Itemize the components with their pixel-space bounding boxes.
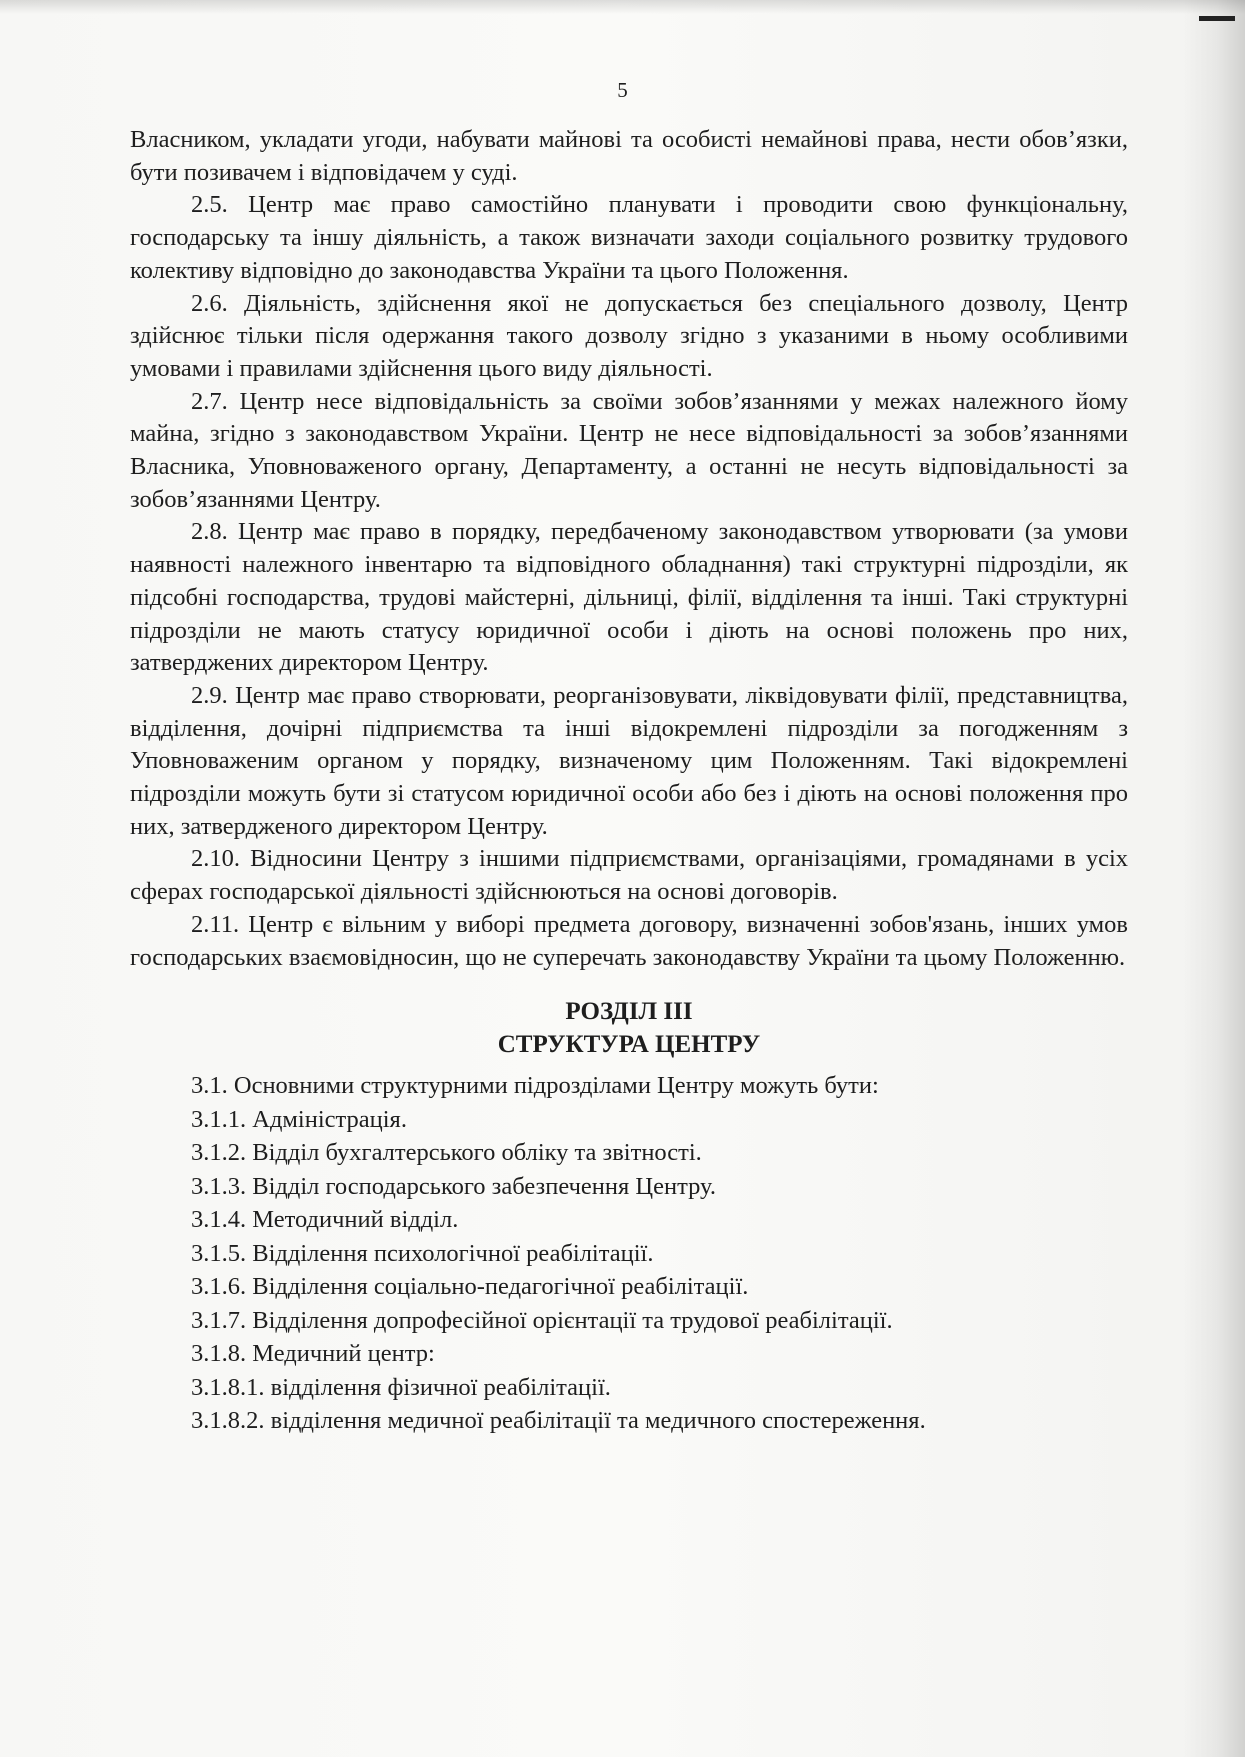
paragraph-2-9: 2.9. Центр має право створювати, реорганізовувати, ліквідовувати філії, представництва, відділення, дочірні підприємства та інші відокремлені підрозділи за погодженням з Уповноваженим органом у порядку, визначеному цим Положенням. Такі відокремлені підрозділи можуть бути зі статусом юридичної особи або без і діють на основі положення про них, затвердженого директором Центру. [130,681,1128,840]
list-item: 3.1.6. Відділення соціально-педагогічної реабілітації. [191,1273,749,1301]
section-number: РОЗДІЛ III [565,998,693,1026]
scan-mark [1199,16,1235,21]
paragraph-2-8: 2.8. Центр має право в порядку, передбаченому законодавством утворювати (за умови наявності належного інвентарю та відповідного обладнання) такі структурні підрозділи, як підсобні господарства, трудові майстерні, дільниці, філії, відділення та інші. Такі структурні підрозділи не мають статусу юридичної особи і діють на основі положень про них, затверджених директором Центру. [130,518,1128,677]
paragraph-2-5: 2.5. Центр має право самостійно планувати і проводити свою функціональну, господарську та іншу діяльність, а також визначати заходи соціального розвитку трудового колективу відповідно до законодавства України та цього Положення. [130,191,1128,284]
list-item: 3.1. Основними структурними підрозділами Центру можуть бути: [191,1072,879,1100]
paragraph-2-7: 2.7. Центр несе відповідальність за своїми зобов’язаннями у межах належного йому майна, згідно з законодавством України. Центр не несе відповідальності за зобов’язаннями Власника, Уповноваженого органу, Департаменту, а останні не несуть відповідальності за зобов’язаннями Центру. [130,387,1128,513]
page-number: 5 [617,78,628,102]
paragraph-continuation: Власником, укладати угоди, набувати майнові та особисті немайнові права, нести обов’язки, бути позивачем і відповідачем у суді. [130,126,1128,186]
list-item: 3.1.5. Відділення психологічної реабілітації. [191,1239,654,1267]
scan-shadow-top [0,0,1245,14]
list-item: 3.1.1. Адміністрація. [191,1105,407,1133]
document-body [130,124,1128,1438]
paragraph-2-6: 2.6. Діяльність, здійснення якої не допускається без спеціального дозволу, Центр здійснює тільки після одержання такого дозволу згідно з указаними в ньому особливими умовами і правилами здійснення цього виду діяльності. [130,289,1128,382]
paragraph-2-11: 2.11. Центр є вільним у виборі предмета договору, визначенні зобов'язань, інших умов господарських взаємовідносин, що не суперечать законодавству України та цьому Положенню. [130,910,1128,971]
scan-shadow-right [1183,0,1245,1757]
section-title: СТРУКТУРА ЦЕНТРУ [497,1030,761,1058]
list-item: 3.1.8.1. відділення фізичної реабілітації. [191,1373,611,1401]
paragraph-2-10: 2.10. Відносини Центру з іншими підприємствами, організаціями, громадянами в усіх сферах господарської діяльності здійснюються на основі договорів. [130,845,1128,906]
list-item: 3.1.3. Відділ господарського забезпечення Центру. [191,1172,716,1200]
list-item: 3.1.8.2. відділення медичної реабілітації та медичного спостереження. [191,1407,926,1435]
list-item: 3.1.8. Медичний центр: [191,1340,435,1368]
list-item: 3.1.7. Відділення допрофесійної орієнтації та трудової реабілітації. [191,1306,893,1334]
list-item: 3.1.4. Методичний відділ. [191,1206,459,1234]
list-item: 3.1.2. Відділ бухгалтерського обліку та звітності. [191,1139,702,1167]
